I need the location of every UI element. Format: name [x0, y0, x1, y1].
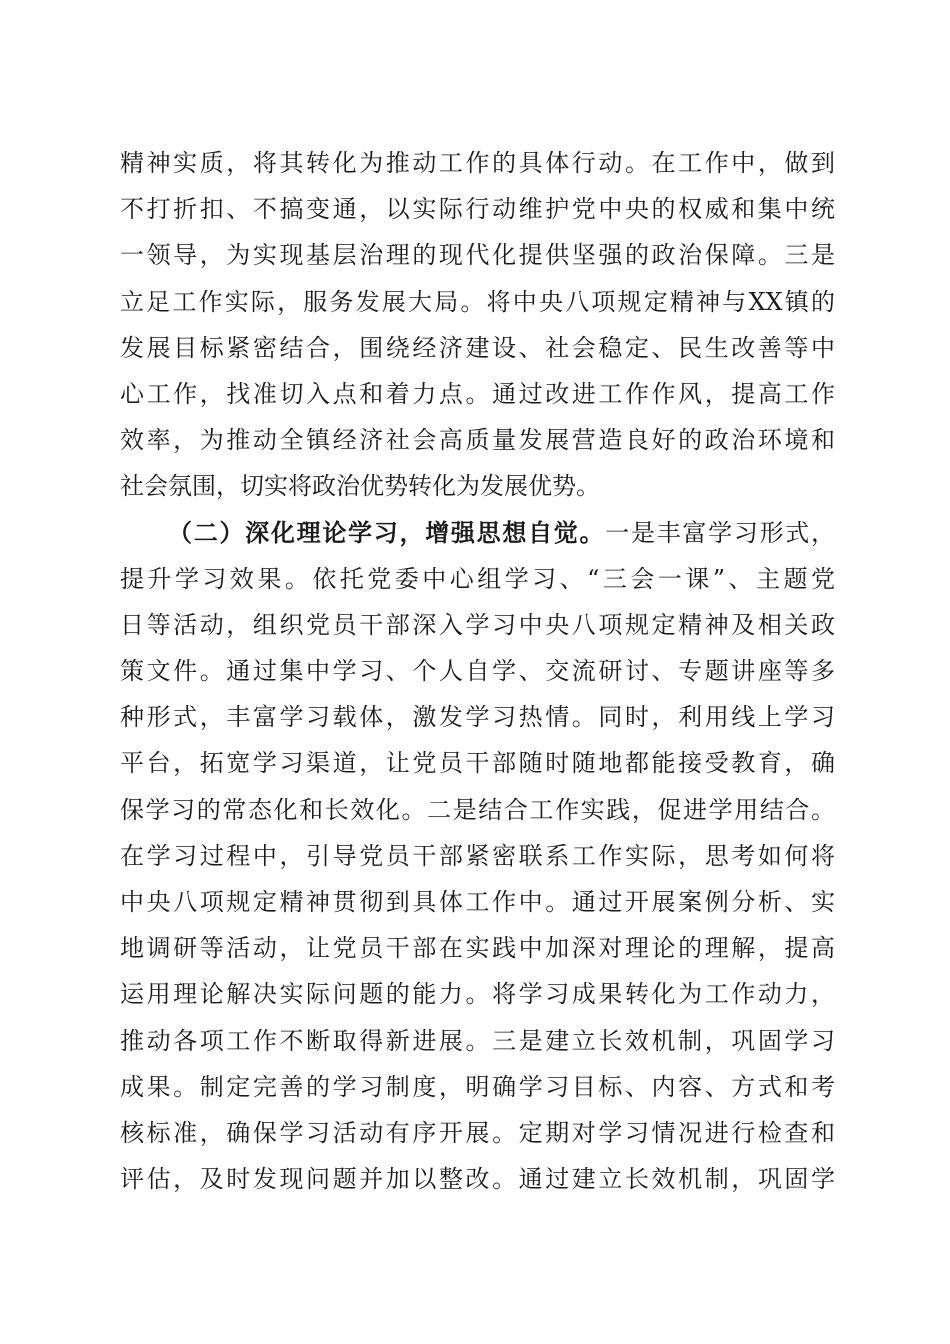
- document-body: [120, 140, 835, 1202]
- text-line: 在学习过程中，引导党员干部紧密联系工作实际，思考如何将: [120, 841, 835, 870]
- text-line: 效率，为推动全镇经济社会高质量发展营造良好的政治环境和: [120, 426, 835, 455]
- text-line: 成果。制定完善的学习制度，明确学习目标、内容、方式和考: [120, 1072, 835, 1101]
- text-line: 地调研等活动，让党员干部在实践中加深对理论的理解，提高: [120, 934, 835, 963]
- text-line: 评估，及时发现问题并加以整改。通过建立长效机制，巩固学: [120, 1165, 835, 1194]
- section-heading: （二）深化理论学习，增强思想自觉。: [168, 518, 606, 547]
- text-line: 策文件。通过集中学习、个人自学、交流研讨、专题讲座等多: [120, 657, 835, 686]
- text-line: 立足工作实际，服务发展大局。将中央八项规定精神与XX镇的: [120, 287, 835, 316]
- text-line: 社会氛围，切实将政治优势转化为发展优势。: [120, 472, 600, 501]
- text-run: 一是丰富学习形式，: [605, 518, 836, 547]
- text-line: 心工作，找准切入点和着力点。通过改进工作作风，提高工作: [120, 379, 835, 408]
- text-line: 日等活动，组织党员干部深入学习中央八项规定精神及相关政: [120, 610, 835, 639]
- text-line: 种形式，丰富学习载体，激发学习热情。同时，利用线上学习: [120, 703, 835, 732]
- text-line: 保学习的常态化和长效化。二是结合工作实践，促进学用结合。: [120, 795, 835, 824]
- text-line: 提升学习效果。依托党委中心组学习、“三会一课”、主题党: [120, 564, 835, 593]
- text-line: [120, 510, 835, 556]
- paragraph-1: [120, 140, 835, 510]
- text-line: 不打折扣、不搞变通，以实际行动维护党中央的权威和集中统: [120, 195, 835, 224]
- text-line: 运用理论解决实际问题的能力。将学习成果转化为工作动力，: [120, 980, 835, 1009]
- text-line: 核标准，确保学习活动有序开展。定期对学习情况进行检查和: [120, 1118, 835, 1147]
- paragraph-2: [120, 510, 835, 1203]
- text-line: 发展目标紧密结合，围绕经济建设、社会稳定、民生改善等中: [120, 333, 835, 362]
- text-line: 平台，拓宽学习渠道，让党员干部随时随地都能接受教育，确: [120, 749, 835, 778]
- text-line: 中央八项规定精神贯彻到具体工作中。通过开展案例分析、实: [120, 888, 835, 916]
- text-line: 推动各项工作不断取得新进展。三是建立长效机制，巩固学习: [120, 1026, 835, 1055]
- text-line: 一领导，为实现基层治理的现代化提供坚强的政治保障。三是: [120, 241, 835, 270]
- text-line: 精神实质，将其转化为推动工作的具体行动。在工作中，做到: [120, 149, 835, 177]
